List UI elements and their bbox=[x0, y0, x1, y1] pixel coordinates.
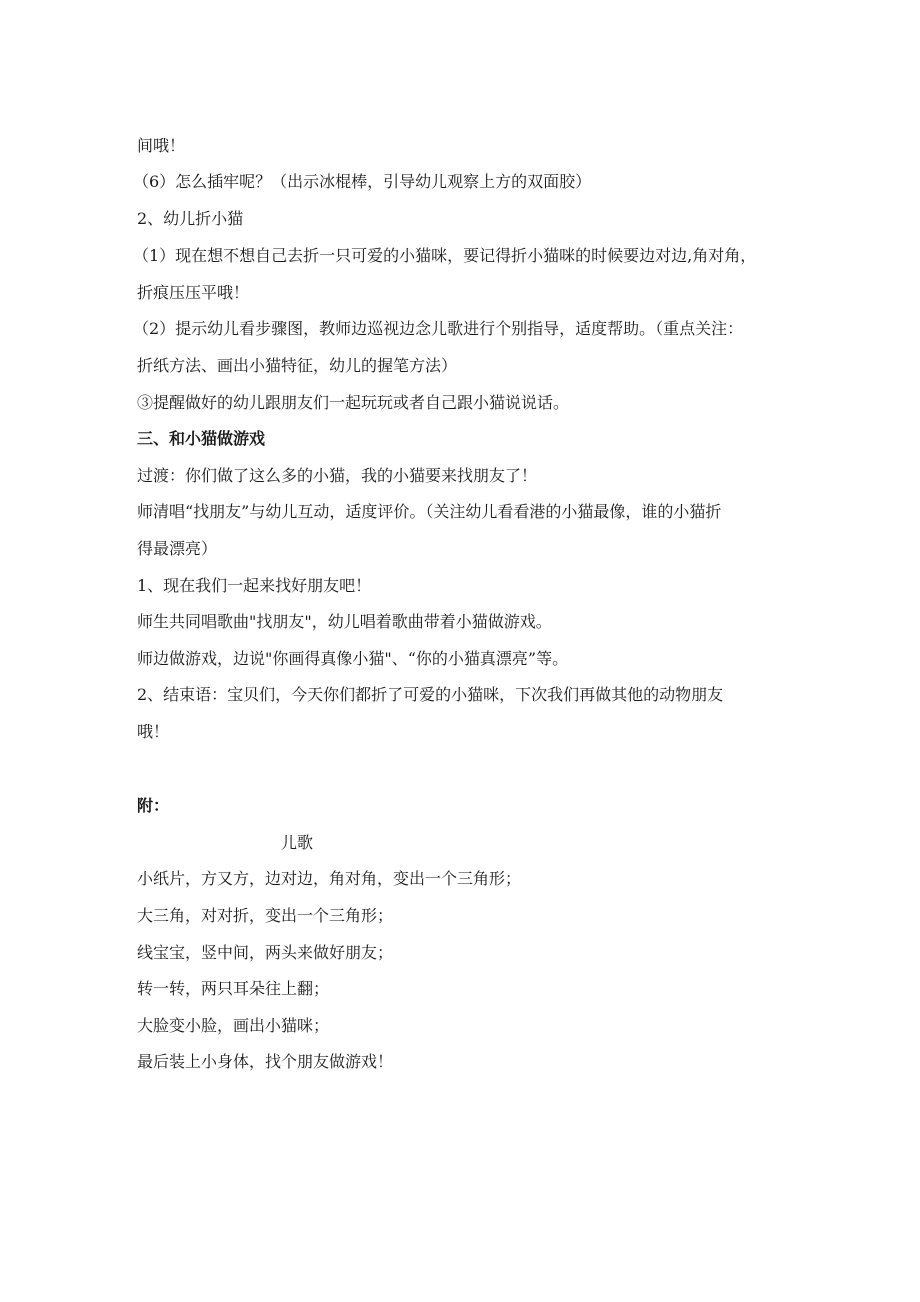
text-line: （6）怎么插牢呢？（出示冰棍棒，引导幼儿观察上方的双面胶） bbox=[133, 172, 592, 191]
text-line: 师清唱“找朋友”与幼儿互动，适度评价。（关注幼儿看看港的小猫最像，谁的小猫折 bbox=[137, 502, 722, 521]
text-line: 师边做游戏，边说"你画得真像小猫"、“你的小猫真漂亮”等。 bbox=[137, 649, 569, 668]
text-line: （1）现在想不想自己去折一只可爱的小猫咪，要记得折小猫咪的时候要边对边,角对角， bbox=[133, 246, 757, 265]
song-line: 最后装上小身体，找个朋友做游戏！ bbox=[137, 1052, 394, 1071]
song-line: 小纸片，方又方，边对边，角对角，变出一个三角形； bbox=[137, 869, 522, 888]
song-title: 儿歌 bbox=[281, 833, 314, 852]
text-line: 折痕压压平哦！ bbox=[137, 283, 250, 302]
text-line: 2、幼儿折小猫 bbox=[137, 209, 244, 228]
song-line: 线宝宝，竖中间，两头来做好朋友； bbox=[137, 943, 394, 962]
text-line: （2）提示幼儿看步骤图，教师边巡视边念儿歌进行个别指导，适度帮助。（重点关注： bbox=[133, 319, 744, 338]
text-line: 师生共同唱歌曲"找朋友"，幼儿唱着歌曲带着小猫做游戏。 bbox=[137, 612, 552, 631]
appendix-label: 附： bbox=[137, 796, 170, 815]
text-line: 折纸方法、画出小猫特征，幼儿的握笔方法） bbox=[137, 356, 458, 375]
text-line: 哦！ bbox=[137, 722, 170, 741]
text-line: 间哦！ bbox=[137, 136, 186, 155]
text-line: ③提醒做好的幼儿跟朋友们一起玩玩或者自己跟小猫说说话。 bbox=[137, 393, 570, 412]
song-line: 转一转，两只耳朵往上翻； bbox=[137, 979, 330, 998]
text-line: 2、结束语：宝贝们，今天你们都折了可爱的小猫咪，下次我们再做其他的动物朋友 bbox=[137, 685, 724, 704]
section-heading: 三、和小猫做游戏 bbox=[137, 429, 266, 448]
text-line: 1、现在我们一起来找好朋友吧！ bbox=[137, 576, 372, 595]
text-line: 过渡：你们做了这么多的小猫，我的小猫要来找朋友了！ bbox=[137, 466, 538, 485]
text-line: 得最漂亮） bbox=[137, 539, 218, 558]
song-line: 大三角，对对折，变出一个三角形； bbox=[137, 906, 394, 925]
song-line: 大脸变小脸，画出小猫咪； bbox=[137, 1016, 330, 1035]
